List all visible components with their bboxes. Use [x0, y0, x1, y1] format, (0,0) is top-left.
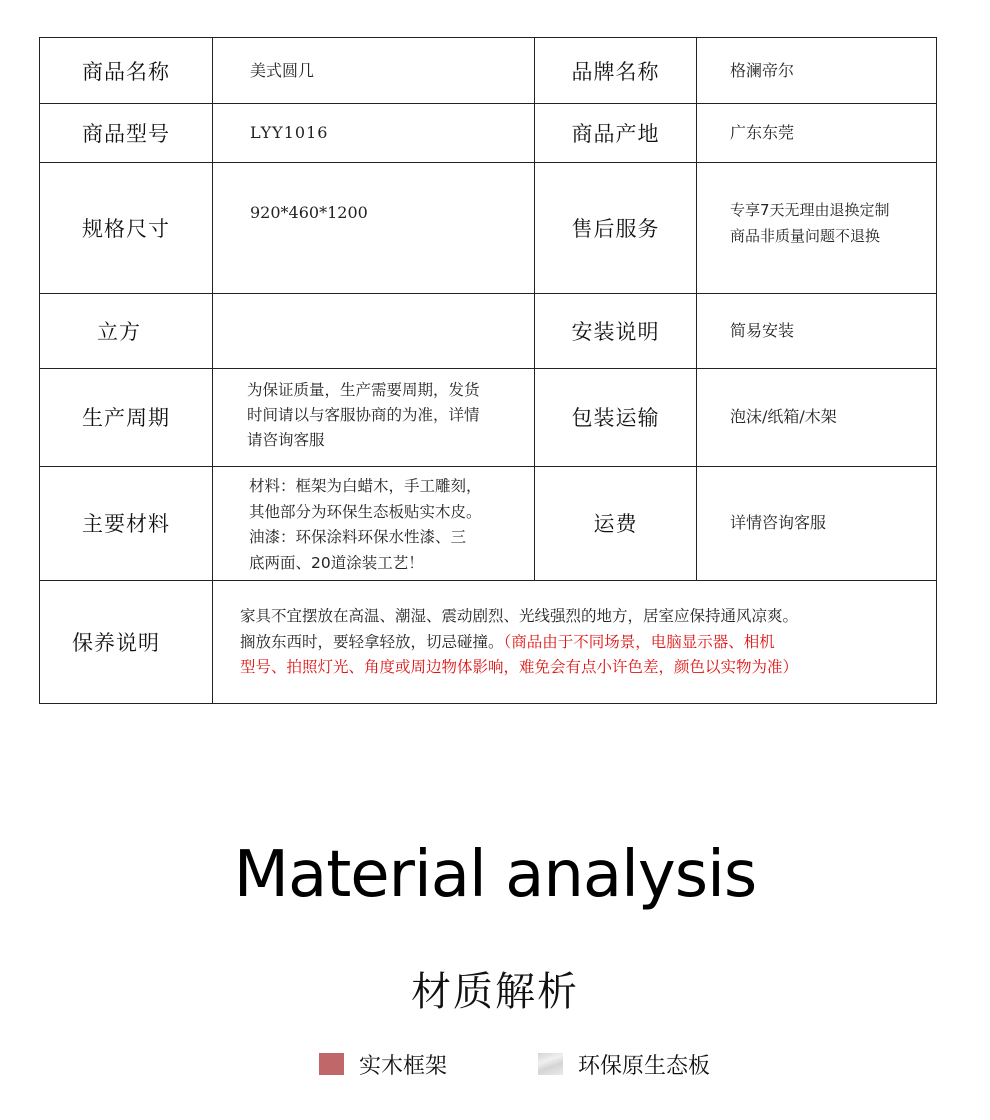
care-disclaimer: 型号、拍照灯光、角度或周边物体影响，难免会有点小许色差，颜色以实物为准）	[240, 658, 799, 676]
care-line-text: 搁放东西时，要轻拿轻放，切忌碰撞。	[240, 632, 504, 651]
packaging-value: 泡沫/纸箱/木架	[730, 407, 837, 426]
legend-swatch-solid-wood	[319, 1053, 344, 1075]
after-sales-value	[730, 197, 930, 249]
material-line: 油漆：环保涂料环保水性漆、三	[249, 528, 467, 546]
install-value: 简易安装	[730, 320, 795, 340]
shipping-value: 详情咨询客服	[730, 513, 827, 532]
section-subtitle: 材质解析	[411, 969, 579, 1015]
product-name-label: 商品名称	[82, 59, 170, 84]
material-label: 主要材料	[82, 512, 170, 536]
material-value	[249, 474, 532, 576]
cycle-value	[247, 378, 532, 453]
care-label: 保养说明	[72, 630, 160, 655]
product-name-value: 美式圆几	[250, 60, 315, 80]
size-label: 规格尺寸	[82, 216, 170, 241]
section-title: Material analysis	[233, 838, 757, 912]
col-divider	[212, 38, 213, 703]
model-value: LYY1016	[250, 122, 329, 142]
col-divider	[696, 38, 697, 580]
size-value: 920*460*1200	[250, 203, 368, 222]
after-sales-line: 商品非质量问题不退换	[730, 227, 881, 245]
after-sales-label: 售后服务	[571, 216, 660, 241]
cycle-line: 为保证质量，生产需要周期，发货	[247, 381, 480, 399]
volume-label: 立方	[97, 319, 141, 344]
origin-value: 广东东莞	[730, 122, 795, 142]
care-line: 家具不宜摆放在高温、潮湿、震动剧烈、光线强烈的地方，居室应保持通风凉爽。	[240, 607, 799, 625]
legend-swatch-eco-board	[538, 1053, 563, 1075]
brand-label: 品牌名称	[571, 59, 660, 84]
install-label: 安装说明	[571, 319, 660, 344]
cycle-label: 生产周期	[82, 406, 170, 430]
material-line: 底两面、20道涂装工艺！	[249, 553, 424, 572]
model-label: 商品型号	[82, 121, 170, 146]
volume-value	[250, 293, 530, 368]
legend-label-eco-board: 环保原生态板	[578, 1054, 711, 1079]
brand-value: 格澜帝尔	[730, 60, 795, 80]
care-disclaimer: （商品由于不同场景，电脑显示器、相机	[503, 632, 775, 651]
cycle-line: 时间请以与客服协商的为准，详情	[247, 406, 480, 424]
care-value	[240, 604, 930, 681]
material-line: 其他部分为环保生态板贴实木皮。	[249, 502, 482, 521]
legend-label-solid-wood: 实木框架	[359, 1054, 448, 1079]
origin-label: 商品产地	[571, 121, 660, 146]
after-sales-line: 专享7天无理由退换定制	[730, 201, 890, 219]
cycle-line: 请咨询客服	[247, 431, 325, 449]
packaging-label: 包装运输	[571, 406, 660, 430]
spec-table	[39, 37, 937, 704]
material-line: 材料：框架为白蜡木，手工雕刻，	[249, 477, 482, 495]
shipping-label: 运费	[593, 512, 638, 536]
care-line	[240, 630, 930, 656]
